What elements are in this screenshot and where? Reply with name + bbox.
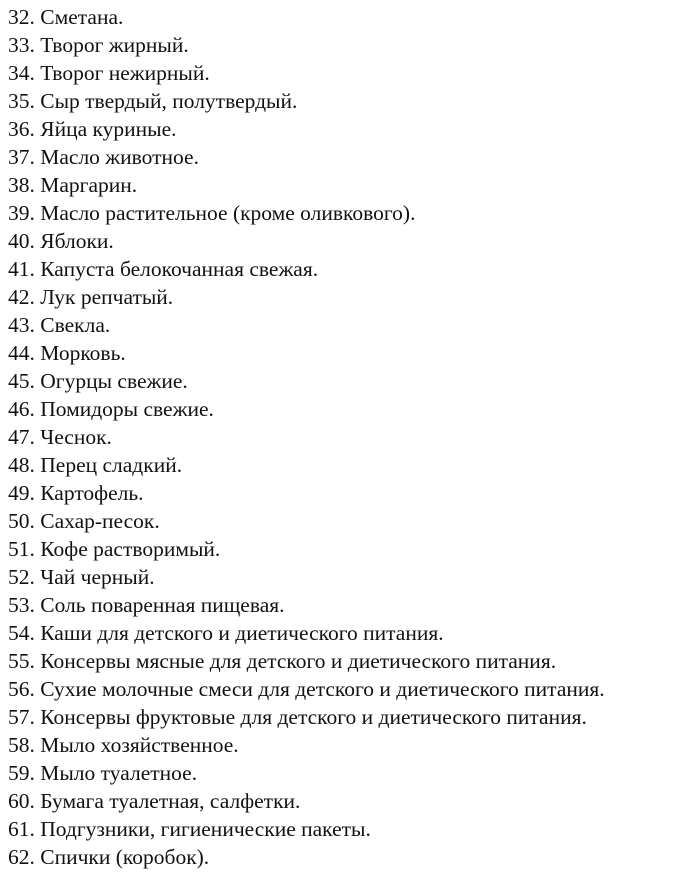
list-item: 50. Сахар-песок. bbox=[8, 509, 160, 533]
document-page bbox=[8, 3, 698, 871]
list-item: 42. Лук репчатый. bbox=[8, 285, 174, 309]
list-item: 59. Мыло туалетное. bbox=[8, 761, 198, 785]
list-item: 51. Кофе растворимый. bbox=[8, 537, 221, 561]
list-item: 62. Спички (коробок). bbox=[8, 845, 210, 869]
product-list bbox=[8, 3, 698, 871]
list-item: 43. Свекла. bbox=[8, 313, 111, 337]
list-item: 53. Соль поваренная пищевая. bbox=[8, 593, 285, 617]
list-item: 44. Морковь. bbox=[8, 341, 126, 365]
list-item: 54. Каши для детского и диетического питания. bbox=[8, 621, 444, 645]
list-item: 57. Консервы фруктовые для детского и диетического питания. bbox=[8, 705, 587, 729]
list-item: 55. Консервы мясные для детского и диетического питания. bbox=[8, 649, 557, 673]
list-item: 35. Сыр твердый, полутвердый. bbox=[8, 89, 298, 113]
list-item: 60. Бумага туалетная, салфетки. bbox=[8, 789, 301, 813]
list-item: 56. Сухие молочные смеси для детского и диетического питания. bbox=[8, 677, 605, 701]
list-item: 45. Огурцы свежие. bbox=[8, 369, 188, 393]
list-item: 49. Картофель. bbox=[8, 481, 144, 505]
list-item: 47. Чеснок. bbox=[8, 425, 112, 449]
list-item: 39. Масло растительное (кроме оливкового). bbox=[8, 201, 416, 225]
list-item: 40. Яблоки. bbox=[8, 229, 114, 253]
list-item: 48. Перец сладкий. bbox=[8, 453, 183, 477]
list-item: 46. Помидоры свежие. bbox=[8, 397, 214, 421]
list-item: 37. Масло животное. bbox=[8, 145, 199, 169]
list-item: 61. Подгузники, гигиенические пакеты. bbox=[8, 817, 371, 841]
list-item: 38. Маргарин. bbox=[8, 173, 138, 197]
list-item: 58. Мыло хозяйственное. bbox=[8, 733, 239, 757]
list-item: 34. Творог нежирный. bbox=[8, 61, 210, 85]
list-item: 41. Капуста белокочанная свежая. bbox=[8, 257, 319, 281]
list-item: 36. Яйца куриные. bbox=[8, 117, 177, 141]
list-item: 32. Сметана. bbox=[8, 5, 124, 29]
list-item: 52. Чай черный. bbox=[8, 565, 155, 589]
list-item: 33. Творог жирный. bbox=[8, 33, 189, 57]
